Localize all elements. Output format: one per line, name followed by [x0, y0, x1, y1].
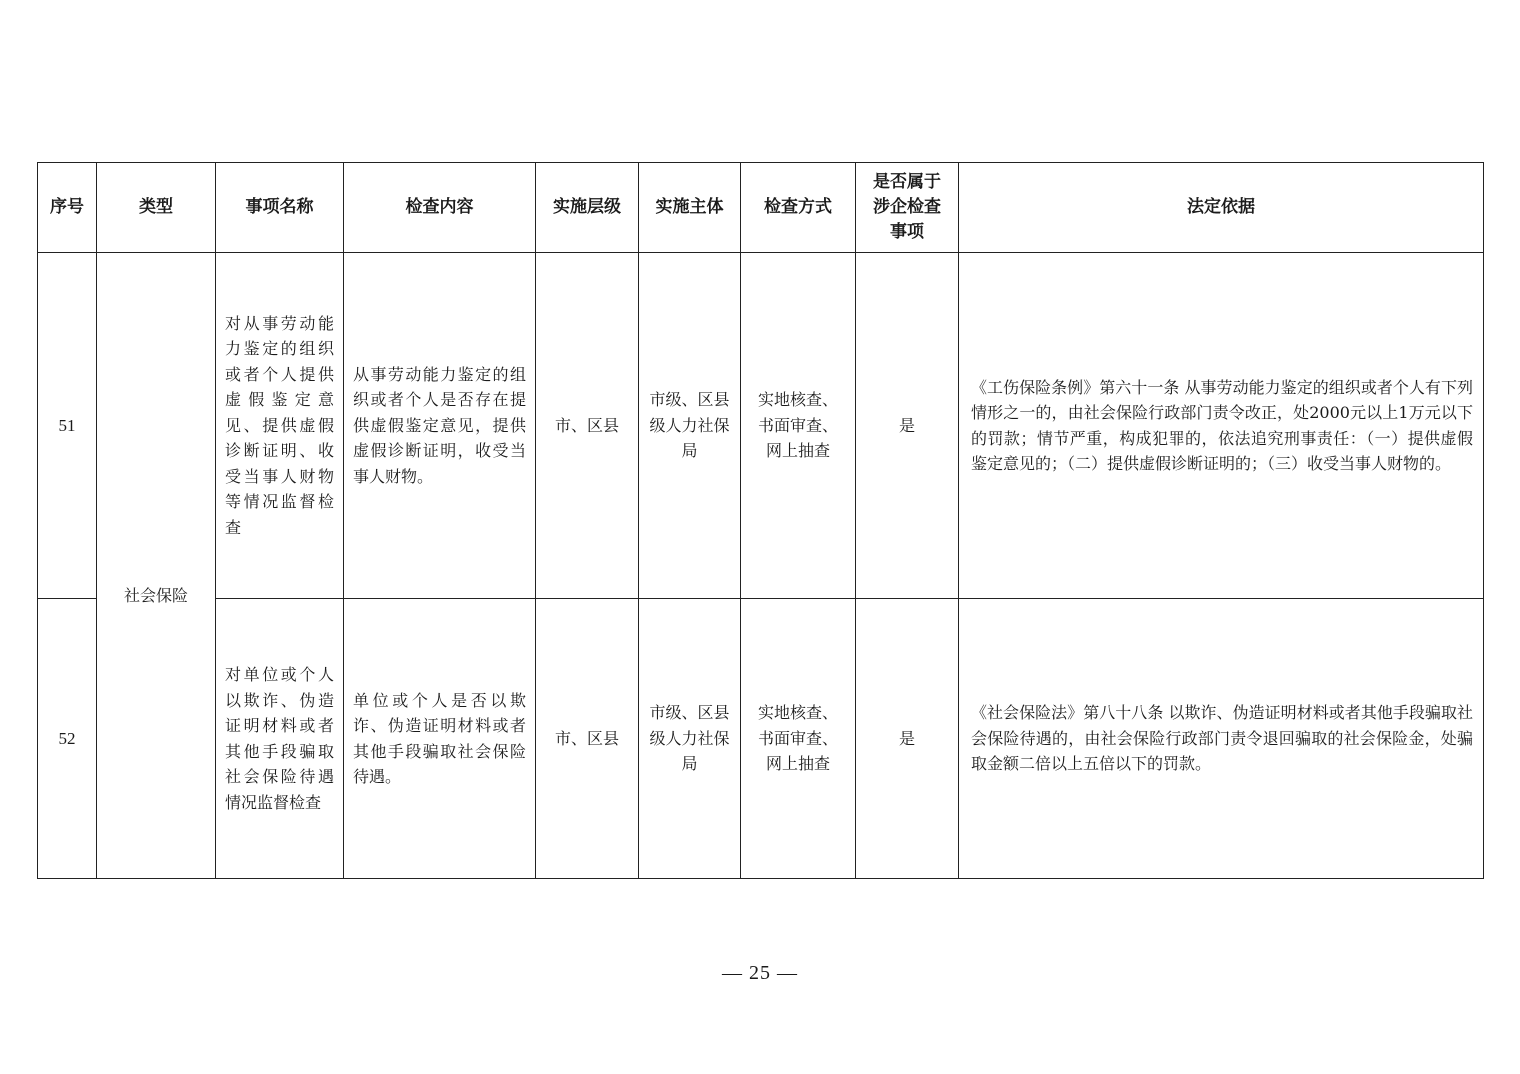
item-name-text: 对单位或个人以欺诈、伪造证明材料或者其他手段骗取社会保险待遇情况监督检查	[225, 665, 334, 812]
inspection-items-table	[37, 162, 1484, 879]
row-seq: 52	[38, 599, 97, 879]
item-name-text: 对从事劳动能力鉴定的组织或者个人提供虚假鉴定意见、提供虚假诊断证明、收受当事人财物等情况监督检查	[225, 313, 334, 537]
header-content: 检查内容	[344, 163, 536, 253]
method-text: 实地核查、书面审查、网上抽查	[757, 703, 838, 774]
row-level: 市、区县	[536, 253, 639, 599]
row-enterprise: 是	[856, 599, 959, 879]
row-item-name	[216, 253, 344, 599]
row-item-name	[216, 599, 344, 879]
header-subject: 实施主体	[639, 163, 741, 253]
content-text: 从事劳动能力鉴定的组织或者个人是否存在提供虚假鉴定意见，提供虚假诊断证明，收受当事人财物。	[353, 364, 526, 486]
content-text: 单位或个人是否以欺诈、伪造证明材料或者其他手段骗取社会保险待遇。	[353, 690, 526, 786]
table-body	[38, 253, 1484, 879]
row-basis	[959, 253, 1484, 599]
header-enterprise-label: 是否属于涉企检查事项	[873, 172, 941, 242]
row-level: 市、区县	[536, 599, 639, 879]
row-basis	[959, 599, 1484, 879]
table-row	[38, 599, 1484, 879]
header-item-name: 事项名称	[216, 163, 344, 253]
header-level: 实施层级	[536, 163, 639, 253]
header-method: 检查方式	[741, 163, 856, 253]
header-seq: 序号	[38, 163, 97, 253]
header-type: 类型	[97, 163, 216, 253]
table-header	[38, 163, 1484, 253]
header-basis: 法定依据	[959, 163, 1484, 253]
row-method	[741, 253, 856, 599]
table-row	[38, 253, 1484, 599]
header-enterprise	[856, 163, 959, 253]
row-type: 社会保险	[97, 253, 216, 879]
method-text: 实地核查、书面审查、网上抽查	[757, 390, 838, 461]
page-number: — 25 —	[722, 962, 798, 984]
subject-text: 市级、区县级人力社保局	[649, 390, 730, 461]
basis-text: 《社会保险法》第八十八条 以欺诈、伪造证明材料或者其他手段骗取社会保险待遇的，由社会保险行政部门责令退回骗取的社会保险金，处骗取金额二倍以上五倍以下的罚款。	[971, 703, 1473, 774]
header-row	[38, 163, 1484, 253]
row-method	[741, 599, 856, 879]
row-subject	[639, 253, 741, 599]
basis-text: 《工伤保险条例》第六十一条 从事劳动能力鉴定的组织或者个人有下列情形之一的，由社会保险行政部门责令改正，处2000元以上1万元以下的罚款；情节严重，构成犯罪的，依法追究刑事责任：（一）提供虚假鉴定意见的；（二）提供虚假诊断证明的；（三）收受当事人财物的。	[971, 377, 1473, 473]
row-subject	[639, 599, 741, 879]
row-enterprise: 是	[856, 253, 959, 599]
row-content	[344, 253, 536, 599]
row-content	[344, 599, 536, 879]
row-seq: 51	[38, 253, 97, 599]
subject-text: 市级、区县级人力社保局	[649, 703, 730, 774]
